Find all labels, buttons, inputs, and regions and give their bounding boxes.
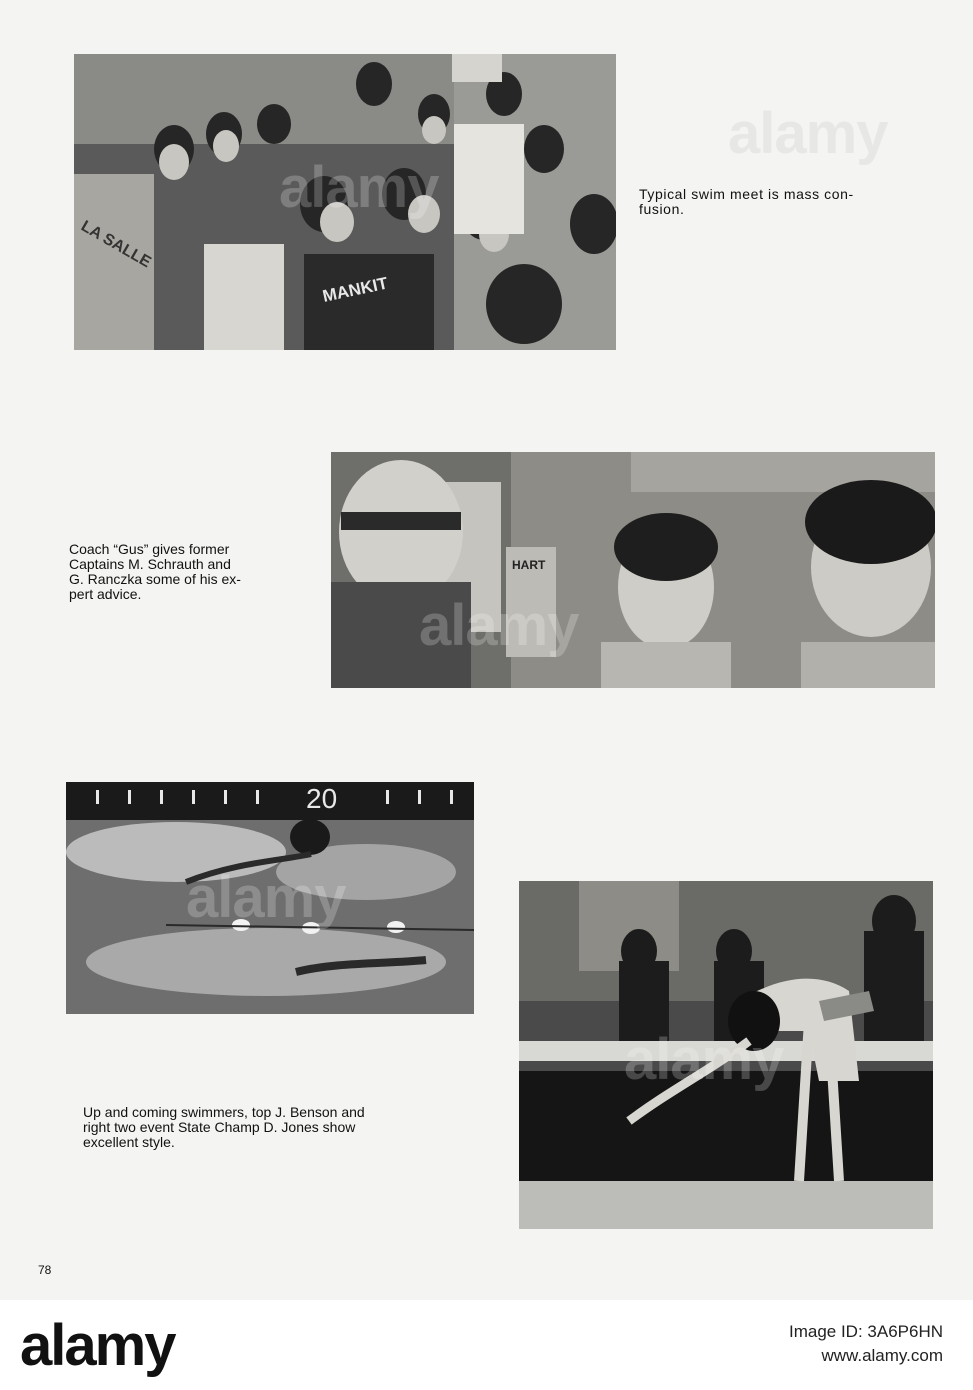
pool-swimmers-photo [66,782,474,1014]
starting-block-photo [519,881,933,1229]
stock-footer [0,1300,973,1390]
photo-watermark: alamy [624,1027,784,1092]
poster-word: HART [512,558,546,572]
jacket-lettering: MANKIT [320,273,390,306]
footer-info [789,1320,943,1368]
page-watermark: alamy [728,101,888,166]
alamy-logo: alamy [20,1313,175,1378]
photo-watermark: alamy [186,865,346,930]
coach-caption: Coach “Gus” gives former Captains M. Schrauth and G. Ranczka some of his ex- pert advice. [69,541,241,602]
sweater-lettering: LA SALLE [78,217,154,272]
photo-watermark: alamy [279,155,439,220]
swimmers-caption: Up and coming swimmers, top J. Benson and right two event State Champ D. Jones show excellent style. [83,1104,365,1150]
photo-watermark: alamy [419,593,579,658]
swim-meet-crowd-photo [74,54,616,350]
page-number: 78 [38,1263,52,1277]
lane-marker-number: 20 [306,783,338,814]
meet-caption: Typical swim meet is mass con- fusion. [639,186,854,217]
coach-captains-photo [331,452,935,688]
image-id: Image ID: 3A6P6HN [788,1322,943,1341]
site-url[interactable]: www.alamy.com [821,1346,943,1365]
